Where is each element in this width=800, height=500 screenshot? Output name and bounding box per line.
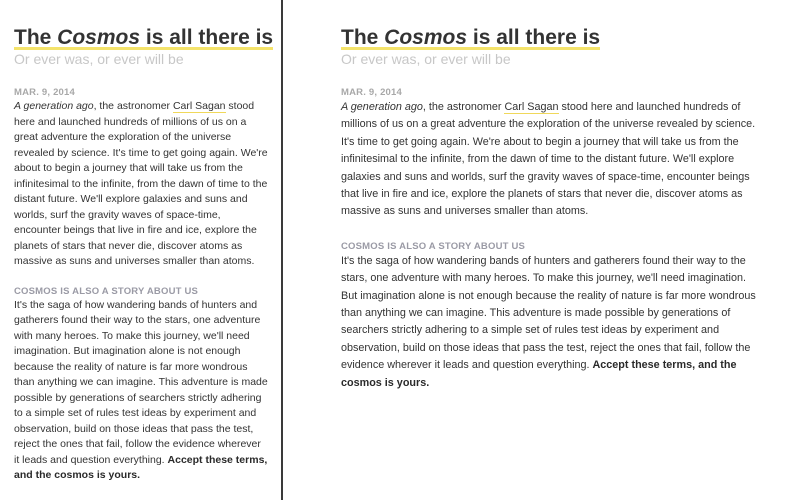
article-date: MAR. 9, 2014	[14, 87, 76, 98]
story-paragraph	[14, 298, 269, 484]
section-heading: COSMOS IS ALSO A STORY ABOUT US	[14, 285, 199, 297]
story-text: It's the saga of how wandering bands of hunters and gatherers found their way to the stars, one adventure with many heroes. To make this journey, we'll need imagination. But imagination alone is not enough because the reality of nature is far more wondrous than anything we can imagine. This adventure is made possible by generations of searchers strictly adhering to a simple set of rules test ideas by experiment and observation, build on those ideas that pass the test, reject the ones that fail, follow the evidence wherever it leads and question everything.	[14, 298, 268, 466]
story-text: It's the saga of how wandering bands of hunters and gatherers found their way to the stars, one adventure with many heroes. To make this journey, we'll need imagination. But imagination alone is not enough because the reality of nature is far more wondrous than anything we can imagine. This adventure is made possible by generations of searchers strictly adhering to a simple set of rules test ideas by experiment and observation, build on those ideas that pass the test, reject the ones that fail, follow the evidence wherever it leads and question everything.	[341, 254, 756, 372]
article-title	[14, 26, 273, 51]
intro-text-b: stood here and launched hundreds of millions of us on a great adventure the exploration of the universe revealed by science. It's time to get going again. We're about to begin a journey that will take us from the infinitesimal to the infinite, from the dawn of time to the distant future. We'll explore galaxies and suns and worlds, surf the gravity waves of space-time, encounter beings that live in fire and ice, explore the planets of stars that never die, discover atoms as massive as suns and universes smaller than atoms.	[14, 100, 268, 267]
article-subtitle: Or ever was, or ever will be	[14, 51, 184, 67]
carl-sagan-link[interactable]: Carl Sagan	[172, 100, 226, 112]
story-paragraph	[341, 253, 760, 392]
article-subtitle: Or ever was, or ever will be	[341, 51, 511, 67]
title-post: is all there is	[467, 26, 601, 49]
intro-emphasis: A generation ago	[14, 100, 94, 112]
title-pre: The	[14, 26, 58, 49]
title-pre: The	[341, 26, 385, 49]
intro-paragraph	[14, 99, 269, 270]
story-closing-bold: Accept these terms, and the cosmos is yours.	[14, 453, 268, 481]
article-title	[341, 26, 600, 51]
story-closing-bold: Accept these terms, and the cosmos is yours.	[341, 359, 737, 389]
title-post: is all there is	[140, 26, 274, 49]
wide-preview-pane	[283, 0, 800, 500]
article-date: MAR. 9, 2014	[341, 87, 403, 98]
intro-text-b: stood here and launched hundreds of millions of us on a great adventure the exploration of the universe revealed by science. It's time to get going again. We're about to begin a journey that will take us from the infinitesimal to the infinite, from the dawn of time to the distant future. We'll explore galaxies and suns and worlds, surf the gravity waves of space-time, encounter beings that live in fire and ice, explore the planets of stars that never die, discover atoms as massive as suns and universes smaller than atoms.	[341, 101, 756, 218]
carl-sagan-link[interactable]: Carl Sagan	[504, 101, 559, 113]
article-header	[341, 26, 760, 67]
intro-text-a: , the astronomer	[422, 101, 505, 113]
title-emphasis: Cosmos	[57, 26, 141, 49]
narrow-preview-pane	[0, 0, 281, 500]
intro-emphasis: A generation ago	[341, 101, 423, 113]
intro-paragraph	[341, 99, 760, 221]
section-heading: COSMOS IS ALSO A STORY ABOUT US	[341, 240, 526, 252]
article-header	[14, 26, 274, 67]
title-emphasis: Cosmos	[384, 26, 468, 49]
intro-text-a: , the astronomer	[93, 100, 173, 112]
